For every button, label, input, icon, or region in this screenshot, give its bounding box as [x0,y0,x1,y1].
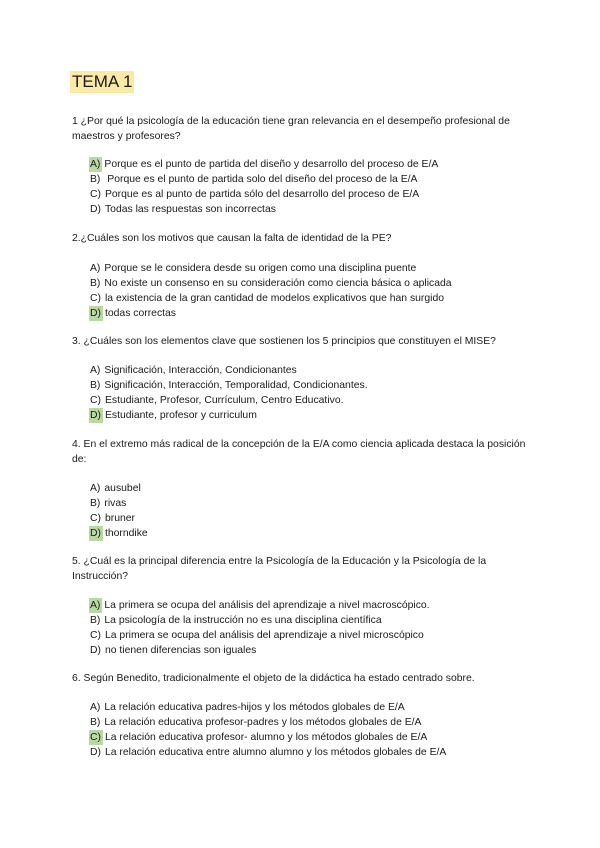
option-text: rivas [104,498,127,509]
question-2-options [90,261,530,321]
option-item [90,526,530,541]
question-4-text: 4. En el extremo más radical de la concepción de la E/A como ciencia aplicada destaca la posición de: [72,439,526,465]
question-2-text: 2.¿Cuáles son los motivos que causan la falta de identidad de la PE? [72,233,392,244]
option-item [90,291,530,306]
option-item [90,745,530,760]
option-item [90,700,530,715]
option-item [90,306,530,321]
option-text: la existencia de la gran cantidad de modelos explicativos que han surgido [104,293,445,304]
option-text: Porque es el punto de partida del diseño y desarrollo del proceso de E/A [104,159,439,170]
option-item [90,715,530,730]
option-text: no tienen diferencias son iguales [104,645,257,656]
option-item [90,730,530,745]
option-text: La psicología de la instrucción no es una disciplina científica [104,615,382,626]
option-letter: C) [90,189,101,200]
option-letter: B) [90,380,101,391]
option-text: ausubel [104,483,141,494]
option-letter: A) [90,483,101,494]
option-text: La relación educativa profesor- alumno y los métodos globales de E/A [104,732,428,743]
option-item [90,276,530,291]
option-letter: A) [90,263,101,274]
option-item [90,202,530,217]
option-letter: B) [90,717,101,728]
option-text: No existe un consenso en su consideración como ciencia básica o aplicada [104,278,452,289]
option-text: La primera se ocupa del análisis del aprendizaje a nivel microscópico [104,630,424,641]
option-item [90,643,530,658]
option-letter: B) [90,278,101,289]
option-item [90,408,530,423]
option-letter-highlighted: A) [90,159,101,170]
option-text: Significación, Interacción, Condicionantes [104,365,297,376]
option-item [90,496,530,511]
question-6-text: 6. Según Benedito, tradicionalmente el objeto de la didáctica ha estado centrado sobre. [72,673,475,684]
option-text: Todas las respuestas son incorrectas [104,204,276,215]
option-text: Porque es al punto de partida sólo del desarrollo del proceso de E/A [104,189,420,200]
option-letter: D) [90,747,101,758]
question-1-text: 1 ¿Por qué la psicología de la educación tiene gran relevancia en el desempeño profesional de maestros y profesores? [72,116,510,142]
option-item [90,613,530,628]
option-item [90,157,530,172]
option-text: Estudiante, Profesor, Currículum, Centro Educativo. [104,395,344,406]
option-item [90,187,530,202]
option-letter: C) [90,513,101,524]
option-letter: C) [90,293,101,304]
option-text: La relación educativa padres-hijos y los métodos globales de E/A [104,702,405,713]
option-text: bruner [104,513,136,524]
option-item [90,261,530,276]
option-letter: C) [90,630,101,641]
option-text: La relación educativa entre alumno alumno y los métodos globales de E/A [104,747,447,758]
question-5-text: 5. ¿Cuál es la principal diferencia entre la Psicología de la Educación y la Psicología de la Instrucción? [72,556,487,582]
option-letter-highlighted: D) [90,308,101,319]
option-letter: A) [90,365,101,376]
option-text: Significación, Interacción, Temporalidad, Condicionantes. [104,380,368,391]
option-item [90,628,530,643]
option-text: La relación educativa profesor-padres y los métodos globales de E/A [104,717,422,728]
option-letter-highlighted: C) [90,732,101,743]
option-item [90,481,530,496]
option-letter-highlighted: D) [90,410,101,421]
question-5-options [90,598,530,658]
option-letter: B) [90,615,101,626]
option-text: thorndike [104,528,148,539]
option-item [90,598,530,613]
option-letter-highlighted: A) [90,600,101,611]
option-letter: D) [90,645,101,656]
question-3-text: 3. ¿Cuáles son los elementos clave que sostienen los 5 principios que constituyen el MISE? [72,336,496,347]
page-title: TEMA 1 [72,72,133,91]
option-item [90,393,530,408]
option-letter: A) [90,702,101,713]
question-3-options [90,363,530,423]
option-letter: C) [90,395,101,406]
option-text: todas correctas [104,308,177,319]
option-text: La primera se ocupa del análisis del aprendizaje a nivel macroscópico. [104,600,430,611]
option-letter: B) [90,498,101,509]
option-text: Estudiante, profesor y curriculum [104,410,257,421]
option-letter: D) [90,204,101,215]
option-letter-highlighted: D) [90,528,101,539]
option-text: Porque se le considera desde su origen como una disciplina puente [104,263,417,274]
option-item [90,378,530,393]
option-item [90,363,530,378]
option-letter: B) [90,174,101,185]
option-text: Porque es el punto de partida solo del diseño del proceso de la E/A [104,174,418,185]
question-6-options [90,700,530,760]
option-item [90,172,530,187]
question-4-options [90,481,530,541]
option-item [90,511,530,526]
question-1-options [90,157,530,217]
